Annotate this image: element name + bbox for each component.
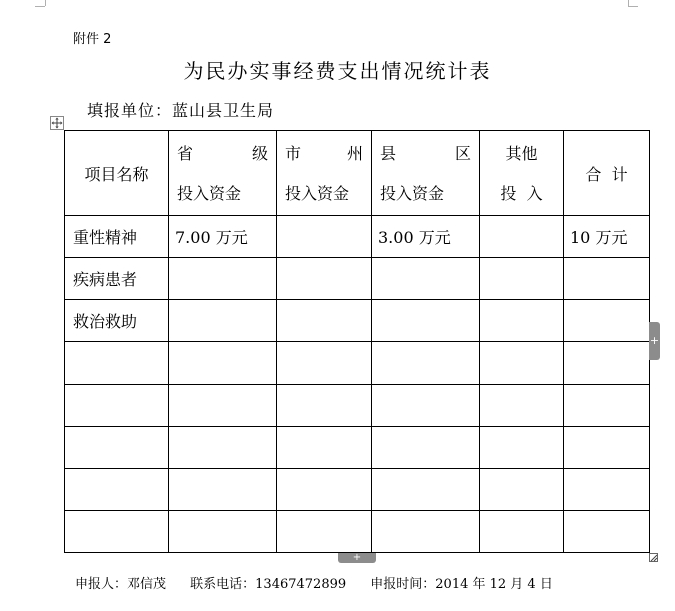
table-cell[interactable] (564, 510, 650, 552)
header-total-label: 合 计 (585, 164, 628, 184)
table-row (65, 216, 650, 258)
table-row (65, 342, 650, 384)
table-cell[interactable] (480, 510, 564, 552)
table-cell[interactable] (65, 426, 169, 468)
header-county-part2: 区 (454, 144, 471, 164)
table-cell[interactable]: 10 万元 (564, 216, 650, 258)
header-province-part2: 级 (251, 144, 268, 164)
table-cell[interactable] (65, 342, 169, 384)
header-other-part1: 其他 (505, 144, 538, 164)
filling-unit: 填报单位：蓝山县卫生局 (87, 101, 275, 120)
header-other (480, 131, 564, 216)
table-cell[interactable] (372, 468, 480, 510)
table-cell[interactable]: 3.00 万元 (372, 216, 480, 258)
page-corner-mark-right-h (628, 6, 638, 7)
header-province (169, 131, 277, 216)
table-cell[interactable] (372, 342, 480, 384)
table-row (65, 510, 650, 552)
add-row-button[interactable]: + (338, 553, 376, 563)
table-cell[interactable] (277, 384, 372, 426)
footer-reporter: 申报人：邓信茂 (75, 577, 167, 592)
header-county-part1: 县 (380, 144, 397, 164)
table-cell[interactable] (564, 258, 650, 300)
table-cell[interactable]: 重性精神 (65, 216, 169, 258)
page-title: 为民办实事经费支出情况统计表 (183, 59, 492, 83)
table-cell[interactable] (277, 216, 372, 258)
header-province-part1: 省 (177, 144, 194, 164)
table-resize-handle-icon[interactable] (649, 553, 658, 562)
table-row (65, 384, 650, 426)
table-cell[interactable] (372, 258, 480, 300)
table-row (65, 426, 650, 468)
table-cell[interactable] (169, 468, 277, 510)
table-cell[interactable] (372, 426, 480, 468)
table-cell[interactable] (277, 342, 372, 384)
table-cell[interactable] (169, 258, 277, 300)
table-cell[interactable] (480, 468, 564, 510)
header-project-label: 项目名称 (84, 164, 149, 184)
table-cell[interactable] (480, 384, 564, 426)
table-cell[interactable] (277, 510, 372, 552)
table-header-row (65, 131, 650, 216)
header-city-part1: 市 (285, 144, 302, 164)
table-cell[interactable] (480, 342, 564, 384)
table-cell[interactable] (169, 426, 277, 468)
header-county (372, 131, 480, 216)
header-other-part2: 投 入 (500, 184, 543, 204)
table-row (65, 300, 650, 342)
table-cell[interactable] (480, 216, 564, 258)
header-project-name (65, 131, 169, 216)
table-cell[interactable] (169, 384, 277, 426)
footer-report-time: 申报时间：2014 年 12 月 4 日 (370, 577, 553, 592)
table-cell[interactable] (169, 342, 277, 384)
table-cell[interactable] (564, 300, 650, 342)
table-cell[interactable]: 7.00 万元 (169, 216, 277, 258)
table-cell[interactable] (372, 300, 480, 342)
table-cell[interactable] (480, 258, 564, 300)
add-column-button[interactable]: + (649, 322, 660, 360)
table-cell[interactable] (564, 342, 650, 384)
table-cell[interactable] (277, 468, 372, 510)
table-row (65, 468, 650, 510)
statistics-table (64, 130, 650, 553)
table-cell[interactable] (277, 300, 372, 342)
table-cell[interactable] (564, 384, 650, 426)
footer-phone: 联系电话：13467472899 (190, 577, 347, 592)
table-cell[interactable]: 救治救助 (65, 300, 169, 342)
table-cell[interactable] (480, 300, 564, 342)
table-cell[interactable] (169, 510, 277, 552)
table-move-handle-icon[interactable] (50, 116, 64, 130)
table-cell[interactable] (65, 510, 169, 552)
attachment-label: 附件 2 (73, 32, 112, 47)
table-cell[interactable] (480, 426, 564, 468)
table-cell[interactable] (564, 426, 650, 468)
table-row (65, 258, 650, 300)
table-cell[interactable] (169, 300, 277, 342)
header-city-part2: 州 (346, 144, 363, 164)
table-cell[interactable] (65, 468, 169, 510)
header-total (564, 131, 650, 216)
table-cell[interactable] (277, 426, 372, 468)
table-cell[interactable] (564, 468, 650, 510)
table-cell[interactable] (277, 258, 372, 300)
header-city (277, 131, 372, 216)
header-province-part3: 投入资金 (177, 184, 242, 204)
footer (75, 573, 573, 592)
table-cell[interactable]: 疾病患者 (65, 258, 169, 300)
table-cell[interactable] (372, 384, 480, 426)
page-corner-mark-left (45, 0, 46, 6)
header-city-part3: 投入资金 (285, 184, 350, 204)
table-cell[interactable] (65, 384, 169, 426)
table-cell[interactable] (372, 510, 480, 552)
header-county-part3: 投入资金 (380, 184, 445, 204)
page-corner-mark-left-h (35, 6, 45, 7)
